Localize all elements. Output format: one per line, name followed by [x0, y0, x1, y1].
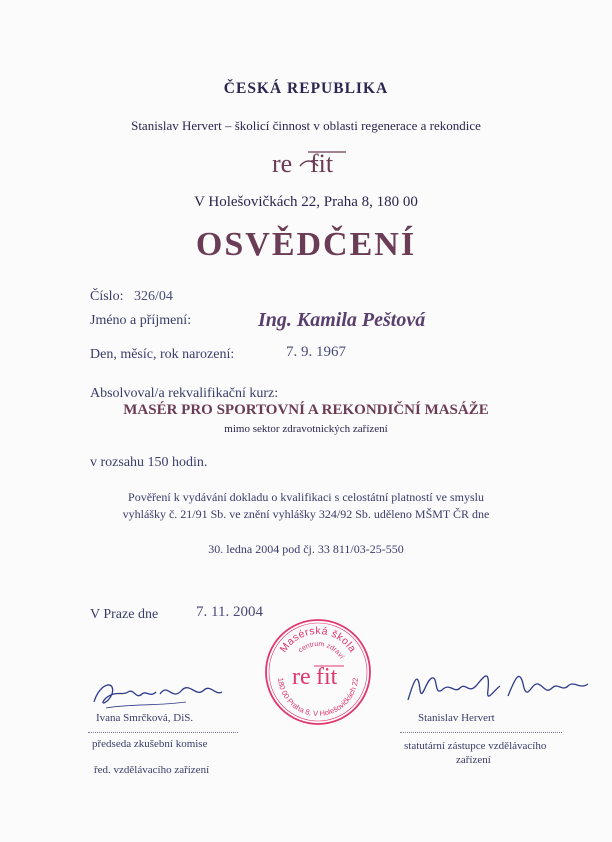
left-signer-role-1: předseda zkušební komise [92, 738, 208, 750]
svg-text:180 00 Praha 8, V Holešovičkác: 180 00 Praha 8, V Holešovičkách 22 [276, 677, 360, 719]
svg-text:re: re [272, 149, 293, 178]
authorization-line-2: vyhlášky č. 21/91 Sb. ve znění vyhlášky 324/92 Sb. uděleno MŠMT ČR dne [122, 507, 490, 521]
authorization-line-1: Pověření k vydávání dokladu o kvalifikaci s celostátní platností ve smyslu [128, 490, 484, 504]
left-signer-name: Ivana Smrčková, DiS. [96, 712, 194, 724]
svg-text:Masérská škola: Masérská škola [277, 624, 359, 655]
birth-label: Den, měsíc, rok narození: [90, 347, 235, 362]
right-signer-name: Stanislav Hervert [418, 712, 495, 724]
right-signer-role-2: zařízení [456, 754, 491, 766]
right-signer-role-1: statutární zástupce vzdělávacího [404, 740, 547, 752]
document-title: OSVĚDČENÍ [195, 226, 417, 263]
name-label: Jméno a příjmení: [90, 313, 192, 328]
authorization-line-3: 30. ledna 2004 pod čj. 33 811/03-25-550 [208, 542, 404, 556]
course-note: mimo sektor zdravotnických zařízení [224, 423, 388, 435]
left-signature [86, 672, 246, 716]
course-name: MASÉR PRO SPORTOVNÍ A REKONDIČNÍ MASÁŽE [123, 402, 489, 418]
right-signature [404, 660, 594, 712]
school-stamp [262, 616, 374, 728]
refit-logo [272, 146, 348, 180]
issued-place-label: V Praze dne [90, 607, 159, 622]
number-value: 326/04 [134, 289, 173, 304]
right-signature-line [400, 732, 562, 733]
course-scope: v rozsahu 150 hodin. [90, 455, 208, 470]
left-signature-line [88, 732, 238, 733]
name-value: Ing. Kamila Peštová [258, 309, 426, 331]
svg-text:fit: fit [310, 149, 334, 178]
country-heading: ČESKÁ REPUBLIKA [223, 80, 389, 97]
course-intro: Absolvoval/a rekvalifikační kurz: [90, 386, 279, 401]
issued-date: 7. 11. 2004 [196, 604, 263, 620]
svg-text:centrum zdraví: centrum zdraví [297, 640, 345, 661]
birth-value: 7. 9. 1967 [286, 344, 346, 360]
address-line: V Holešovičkách 22, Praha 8, 180 00 [194, 194, 418, 210]
issuer-line: Stanislav Hervert – školicí činnost v oblasti regenerace a rekondice [131, 118, 481, 133]
left-signer-role-2: řed. vzdělávacího zařízení [94, 764, 210, 776]
svg-text:re: re [292, 664, 311, 690]
svg-text:fit: fit [316, 664, 338, 690]
number-label: Číslo: [90, 289, 124, 304]
